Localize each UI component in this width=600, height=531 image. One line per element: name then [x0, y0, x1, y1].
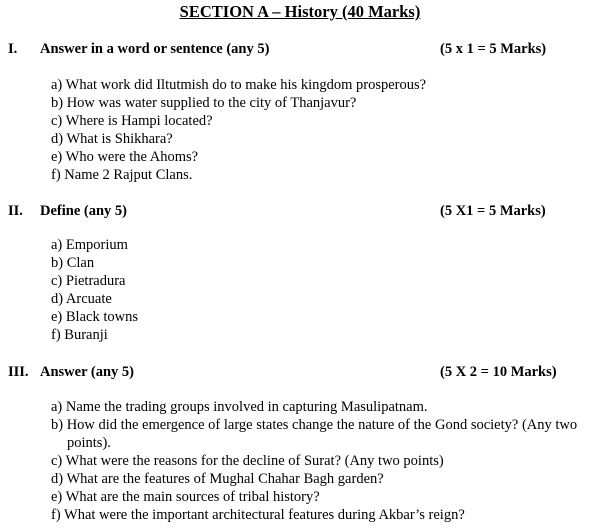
- question-item: d) What is Shikhara?: [51, 131, 173, 147]
- question-item: d) Arcuate: [51, 291, 112, 307]
- section-title: SECTION A – History (40 Marks): [179, 2, 421, 21]
- question-item: e) Black towns: [51, 309, 138, 325]
- question-item: b) Clan: [51, 255, 95, 271]
- question-list-3: [51, 398, 596, 524]
- question-item: c) Pietradura: [51, 273, 126, 289]
- question-item: a) Emporium: [51, 237, 128, 253]
- question-list-2: [51, 236, 596, 344]
- question-heading-1: [8, 40, 592, 58]
- question-item: e) What are the main sources of tribal history?: [51, 489, 320, 505]
- question-item: c) What were the reasons for the decline of Surat? (Any two points): [51, 453, 444, 469]
- question-number-2: II.: [8, 203, 23, 219]
- question-item: a) Name the trading groups involved in capturing Masulipatnam.: [51, 399, 428, 415]
- question-list-1: [51, 76, 596, 184]
- question-instruction-3: Answer (any 5): [40, 364, 134, 380]
- question-item: f) What were the important architectural features during Akbar’s reign?: [51, 507, 465, 523]
- question-heading-3: [8, 363, 592, 381]
- question-marks-2: (5 X1 = 5 Marks): [440, 203, 546, 219]
- question-heading-2: [8, 202, 592, 220]
- question-marks-1: (5 x 1 = 5 Marks): [440, 41, 547, 57]
- question-item: b) How did the emergence of large states change the nature of the Gond society? (Any two points).: [51, 417, 578, 451]
- question-number-1: I.: [8, 41, 18, 57]
- question-instruction-2: Define (any 5): [40, 203, 127, 219]
- question-item: b) How was water supplied to the city of Thanjavur?: [51, 95, 357, 111]
- question-marks-3: (5 X 2 = 10 Marks): [440, 364, 557, 380]
- question-item: d) What are the features of Mughal Chahar Bagh garden?: [51, 471, 384, 487]
- question-item: a) What work did Iltutmish do to make his kingdom prosperous?: [51, 77, 427, 93]
- question-instruction-1: Answer in a word or sentence (any 5): [40, 41, 270, 57]
- question-item: e) Who were the Ahoms?: [51, 149, 199, 165]
- question-number-3: III.: [8, 364, 29, 380]
- question-item: f) Name 2 Rajput Clans.: [51, 167, 193, 183]
- question-item: f) Buranji: [51, 327, 108, 343]
- question-item: c) Where is Hampi located?: [51, 113, 213, 129]
